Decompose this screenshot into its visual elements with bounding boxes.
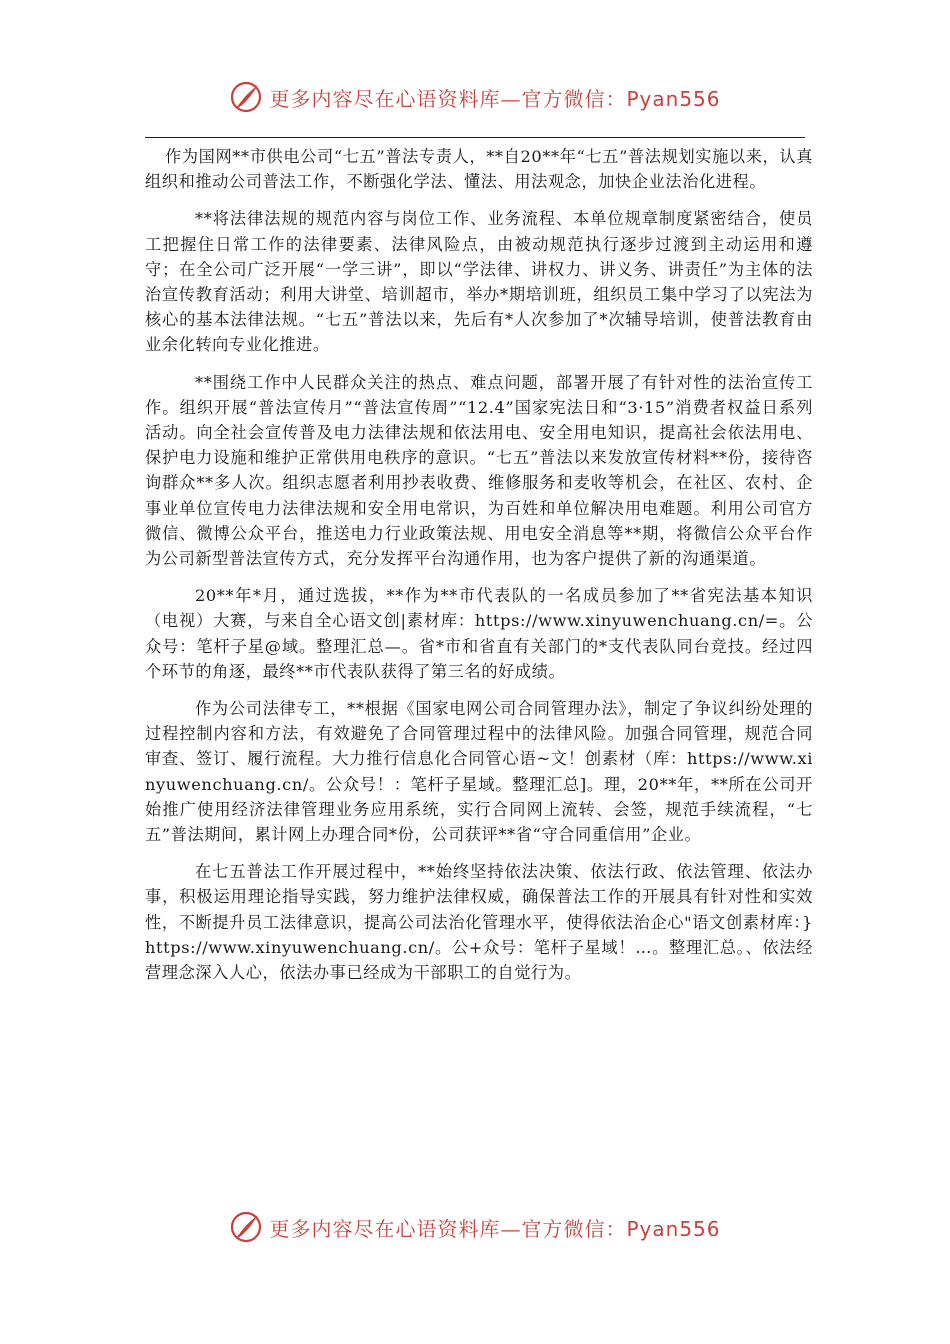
paragraph: **围绕工作中人民群众关注的热点、难点问题，部署开展了有针对性的法治宣传工作。组织开展“普法宣传月”“普法宣传周”“12.4”国家宪法日和“3·15”消费者权益日系列活动。向全社会宣传普及电力法律法规和依法用电、安全用电知识，提高社会依法用电、保护电力设施和维护正常供用电秩序的意识。“七五”普法以来发放宣传材料**份，接待咨询群众**多人次。组织志愿者利用抄表收费、维修服务和麦收等机会，在社区、农村、企事业单位宣传电力法律法规和安全用电常识，为百姓和单位解决用电难题。利用公司官方微信、微博公众平台，推送电力行业政策法规、用电安全消息等**期，将微信公众平台作为公司新型普法宣传方式，充分发挥平台沟通作用，也为客户提供了新的沟通渠道。 bbox=[145, 372, 813, 569]
paragraph: 作为公司法律专工，**根据《国家电网公司合同管理办法》，制定了争议纠纷处理的过程控制内容和方法，有效避免了合同管理过程中的法律风险。加强合同管理，规范合同审查、签订、履行流程。大力推行信息化合同管心语~文！创素材（库：https://www.xinyuwenchuang.cn/。公众号！：笔杆子星域。整理汇总]。理，20**年，**所在公司开始推广使用经济法律管理业务应用系统，实行合同网上流转、会签，规范手续流程，“七五”普法期间，累计网上办理合同*份，公司获评**省“守合同重信用”企业。 bbox=[145, 699, 813, 845]
paragraph: 20**年*月，通过选拔，**作为**市代表队的一名成员参加了**省宪法基本知识（电视）大赛，与来自全心语文创|素材库：https://www.xinyuwenchuang.cn/=。公众号：笔杆子星@域。整理汇总—。省*市和省直有关部门的*支代表队同台竞技。经过四个环节的角逐，最终**市代表队获得了第三名的好成绩。 bbox=[145, 586, 813, 681]
quill-logo-icon bbox=[229, 1210, 263, 1244]
banner-wechat-id: Pyan556 bbox=[626, 86, 721, 111]
header-banner bbox=[0, 80, 950, 114]
quill-logo-icon bbox=[229, 80, 263, 114]
banner-dash: — bbox=[500, 1216, 522, 1241]
banner-label: 官方微信： bbox=[521, 1216, 627, 1241]
footer-banner bbox=[0, 1210, 950, 1244]
banner-text bbox=[269, 83, 720, 112]
banner-label: 官方微信： bbox=[521, 86, 627, 111]
header-rule bbox=[145, 137, 805, 138]
banner-wechat-id: Pyan556 bbox=[626, 1216, 721, 1241]
paragraph: 作为国网**市供电公司“七五”普法专责人，**自20**年“七五”普法规划实施以来，认真组织和推动公司普法工作，不断强化学法、懂法、用法观念，加快企业法治化进程。 bbox=[145, 147, 813, 192]
paragraph: **将法律法规的规范内容与岗位工作、业务流程、本单位规章制度紧密结合，使员工把握住日常工作的法律要素、法律风险点，由被动规范执行逐步过渡到主动运用和遵守；在全公司广泛开展“一学三讲”，即以“学法律、讲权力、讲义务、讲责任”为主体的法治宣传教育活动；利用大讲堂、培训超市，举办*期培训班，组织员工集中学习了以宪法为核心的基本法律法规。“七五”普法以来，先后有*人次参加了*次辅导培训，使普法教育由业余化转向专业化推进。 bbox=[145, 209, 813, 355]
banner-text bbox=[269, 1213, 720, 1242]
banner-dash: — bbox=[500, 86, 522, 111]
paragraph: 在七五普法工作开展过程中，**始终坚持依法决策、依法行政、依法管理、依法办事，积极运用理论指导实践，努力维护法律权威，确保普法工作的开展具有针对性和实效性，不断提升员工法律意识，提高公司法治化管理水平，使得依法治企心"语文创素材库：}https://www.xinyuwenchuang.cn/。公+众号：笔杆子星域！…。整理汇总。、依法经营理念深入人心，依法办事已经成为干部职工的自觉行为。 bbox=[145, 862, 813, 983]
banner-slogan: 更多内容尽在心语资料库 bbox=[269, 86, 501, 111]
banner-slogan: 更多内容尽在心语资料库 bbox=[269, 1216, 501, 1241]
document-body bbox=[145, 144, 813, 997]
